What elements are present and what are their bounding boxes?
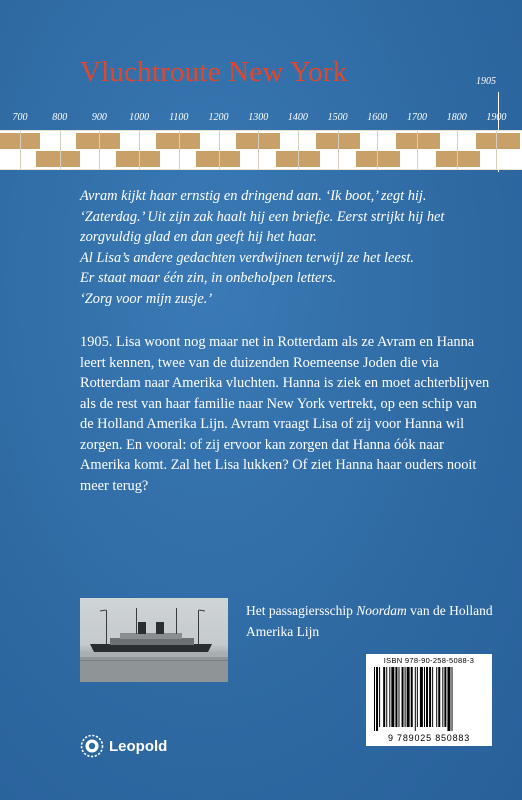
timeline-year-label: 700 [12, 112, 28, 123]
timeline-year-label: 900 [91, 112, 107, 123]
barcode-digits: 9 789025 850883 [387, 733, 471, 743]
timeline-tick [219, 131, 220, 169]
caption-text: van de Holland Amerika Lijn [246, 603, 493, 639]
barcode-bar [376, 667, 378, 731]
barcode-bar [429, 667, 431, 727]
timeline-segment [476, 133, 520, 149]
timeline-year-label: 1700 [407, 112, 427, 123]
barcode-bar [432, 667, 433, 727]
barcode-bar [420, 667, 423, 727]
intro-excerpt [80, 186, 480, 309]
barcode-bars [372, 667, 486, 731]
timeline-tick [417, 131, 418, 169]
timeline-year-label: 1000 [129, 112, 150, 123]
barcode-bar [417, 667, 418, 727]
barcode-bar [386, 667, 387, 727]
timeline-tick [377, 131, 378, 169]
intro-paragraph: ‘Zorg voor mijn zusje.’ [80, 290, 213, 307]
ship-photo [80, 598, 228, 682]
publisher-logo [80, 733, 167, 759]
barcode-bar [374, 667, 375, 731]
book-title: Vluchtroute New York [80, 56, 348, 88]
timeline-tick [60, 131, 61, 169]
barcode-bar [426, 667, 428, 727]
barcode-bar [391, 667, 394, 727]
timeline-tick [338, 131, 339, 169]
barcode-bar [444, 667, 446, 727]
photo-caption [246, 600, 496, 642]
timeline-tick [20, 131, 21, 169]
timeline-year-label: 1400 [287, 112, 308, 123]
timeline-year-label: 800 [52, 112, 68, 123]
timeline-segment [36, 151, 80, 167]
intro-paragraph: Avram kijkt haar ernstig en dringend aan. ‘Ik boot,’ zegt hij. ‘Zaterdag.’ Uit zijn zak haalt hij een briefje. Eerst strijkt hij het zorgvuldig glad en dan geeft hij het haar. [80, 188, 445, 245]
timeline-tick [139, 131, 140, 169]
barcode-bar [402, 667, 404, 727]
timeline-tick [179, 131, 180, 169]
timeline-year-label: 1500 [327, 112, 348, 123]
timeline-segment [76, 133, 120, 149]
barcode-bar [407, 667, 410, 727]
barcode-bar [415, 667, 416, 731]
barcode-bar [411, 667, 413, 727]
barcode-bar [438, 667, 440, 727]
timeline-year-label: 1100 [169, 112, 189, 123]
timeline-year-label: 1600 [367, 112, 388, 123]
barcode-bar [452, 667, 453, 731]
barcode-bar [398, 667, 399, 727]
barcode-bar [389, 667, 390, 727]
timeline-tick [298, 131, 299, 169]
timeline-tick [496, 131, 497, 169]
barcode-bar [436, 667, 437, 727]
intro-paragraph: Al Lisa’s andere gedachten verdwijnen terwijl ze het leest. [80, 249, 414, 266]
timeline-tick [258, 131, 259, 169]
barcode-bar [395, 667, 397, 727]
timeline-tick [99, 131, 100, 169]
isbn-number: ISBN 978-90-258-5088-3 [383, 656, 475, 665]
timeline-year-label: 1800 [446, 112, 467, 123]
isbn-barcode [366, 654, 492, 746]
barcode-bar [379, 667, 380, 727]
leopold-logo-icon [80, 734, 104, 758]
barcode-bar [447, 667, 450, 731]
intro-paragraph: Er staat maar één zin, in onbeholpen letters. [80, 270, 337, 286]
blurb-text: 1905. Lisa woont nog maar net in Rotterdam als ze Avram en Hanna leert kennen, twee van de duizenden Roemeense Joden die via Rotterdam naar Amerika vluchten. Hanna is ziek en moet achterblijven als de rest van haar familie naar New York vertrekt, op een schip van de Holland Amerika Lijn. Avram vraagt Lisa of zij voor Hanna wil zorgen. En vooral: of zij ervoor kan zorgen dat Hanna óók naar Amerika komt. Zal het Lisa lukken? Of ziet Hanna haar ouders nooit meer terug? [80, 334, 490, 494]
timeline-segment [436, 151, 480, 167]
barcode-bar [442, 667, 443, 727]
caption-ship-name: Noordam [356, 603, 407, 618]
timeline-tick [457, 131, 458, 169]
timeline-segment [396, 133, 440, 149]
timeline-year-label: 1200 [208, 112, 229, 123]
timeline-year-label: 1300 [248, 112, 269, 123]
steamship-image [80, 598, 228, 682]
timeline-year-labels [0, 112, 522, 128]
barcode-bar [383, 667, 385, 727]
barcode-bar [405, 667, 406, 727]
publisher-name: Leopold [109, 737, 168, 755]
caption-text: Het passagiersschip [246, 603, 357, 618]
timeline-marker-year: 1905 [476, 76, 496, 87]
barcode-bar [424, 667, 425, 727]
timeline-year-label: 1900 [486, 112, 507, 123]
timeline-bar [0, 130, 522, 170]
timeline-segment [116, 151, 160, 167]
